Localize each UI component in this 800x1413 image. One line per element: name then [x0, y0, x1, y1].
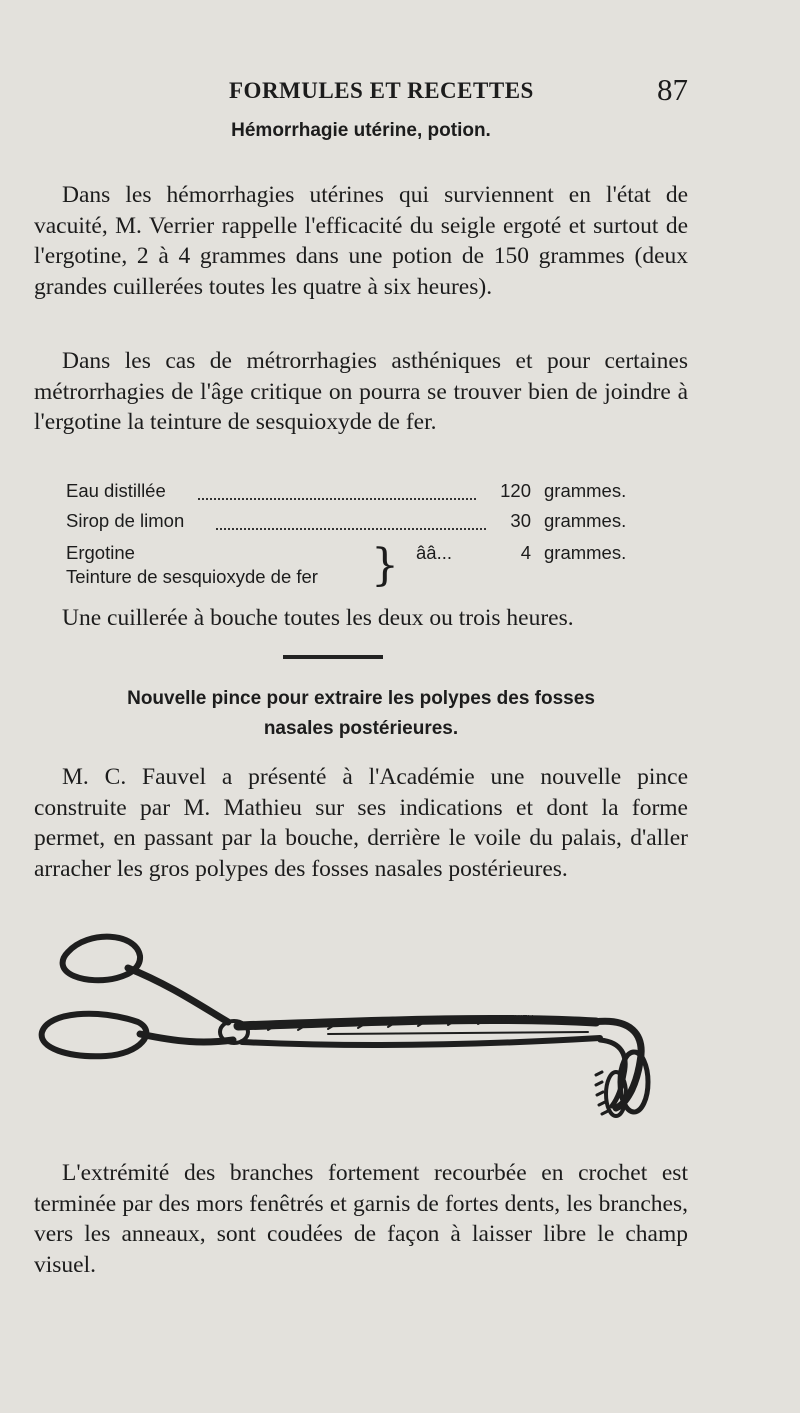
section-separator	[283, 655, 383, 659]
paragraph-pince-intro: M. C. Fauvel a présenté à l'Académie une nouvelle pince construite par M. Mathieu sur ses indications et dont la forme permet, en passant par la bouche, derrière le voile du palais, d'aller arracher les gros polypes des fosses nasales postérieures.	[34, 764, 688, 882]
ingredient-name: Teinture de sesquioxyde de fer	[66, 566, 318, 587]
paragraph-hemorrhagie-intro: Dans les hémorrhagies utérines qui surviennent en l'état de vacuité, M. Verrier rappelle l'efficacité du seigle ergoté et surtout de l'ergotine, 2 à 4 grammes dans une potion de 150 grammes (deux grandes cuillerées toutes les quatre à six heures).	[34, 182, 688, 300]
paragraph-dosage: Une cuillerée à bouche toutes les deux ou trois heures.	[62, 605, 574, 631]
section-title-hemorrhagie: Hémorrhagie utérine, potion.	[231, 120, 491, 141]
leader-dots	[216, 510, 486, 530]
ingredient-quantity: 120	[500, 480, 531, 501]
paragraph-metrorrhagies: Dans les cas de métrorrhagies asthéniques et pour certaines métrorrhagies de l'âge critique on pourra se trouver bien de joindre à l'ergotine la teinture de sesquioxyde de fer.	[34, 348, 688, 435]
ingredient-quantity: 4	[520, 542, 531, 563]
page-header	[34, 72, 688, 112]
ingredient-name: Sirop de limon	[66, 510, 185, 531]
ingredient-quantity: 30	[510, 510, 531, 531]
recipe-row	[66, 480, 666, 506]
paragraph-pince-description: L'extrémité des branches fortement recourbée en crochet est terminée par des mors fenêtrés et garnis de fortes dents, les branches, vers les anneaux, sont coudées de façon à laisser libre le champ visuel.	[34, 1160, 688, 1278]
engraved-maker-mark: MATHIEU	[498, 1014, 534, 1023]
ingredient-name: Ergotine	[66, 542, 135, 563]
brace-glyph: }	[371, 540, 399, 591]
section-title-pince-line2: nasales postérieures.	[263, 718, 459, 739]
recipe-row-group	[66, 542, 666, 592]
running-title: FORMULES ET RECETTES	[229, 78, 534, 103]
ingredient-unit: grammes.	[544, 480, 627, 501]
section-title-pince-line1: Nouvelle pince pour extraire les polypes des fosses	[127, 688, 595, 709]
ingredient-unit: grammes.	[544, 542, 627, 563]
ingredient-unit: grammes.	[544, 510, 627, 531]
leader-dots	[198, 480, 476, 500]
forceps-illustration	[28, 922, 668, 1152]
ana-prefix: ââ...	[416, 542, 452, 563]
page-number: 87	[657, 72, 688, 107]
recipe-row	[66, 510, 666, 536]
ingredient-name: Eau distillée	[66, 480, 166, 501]
